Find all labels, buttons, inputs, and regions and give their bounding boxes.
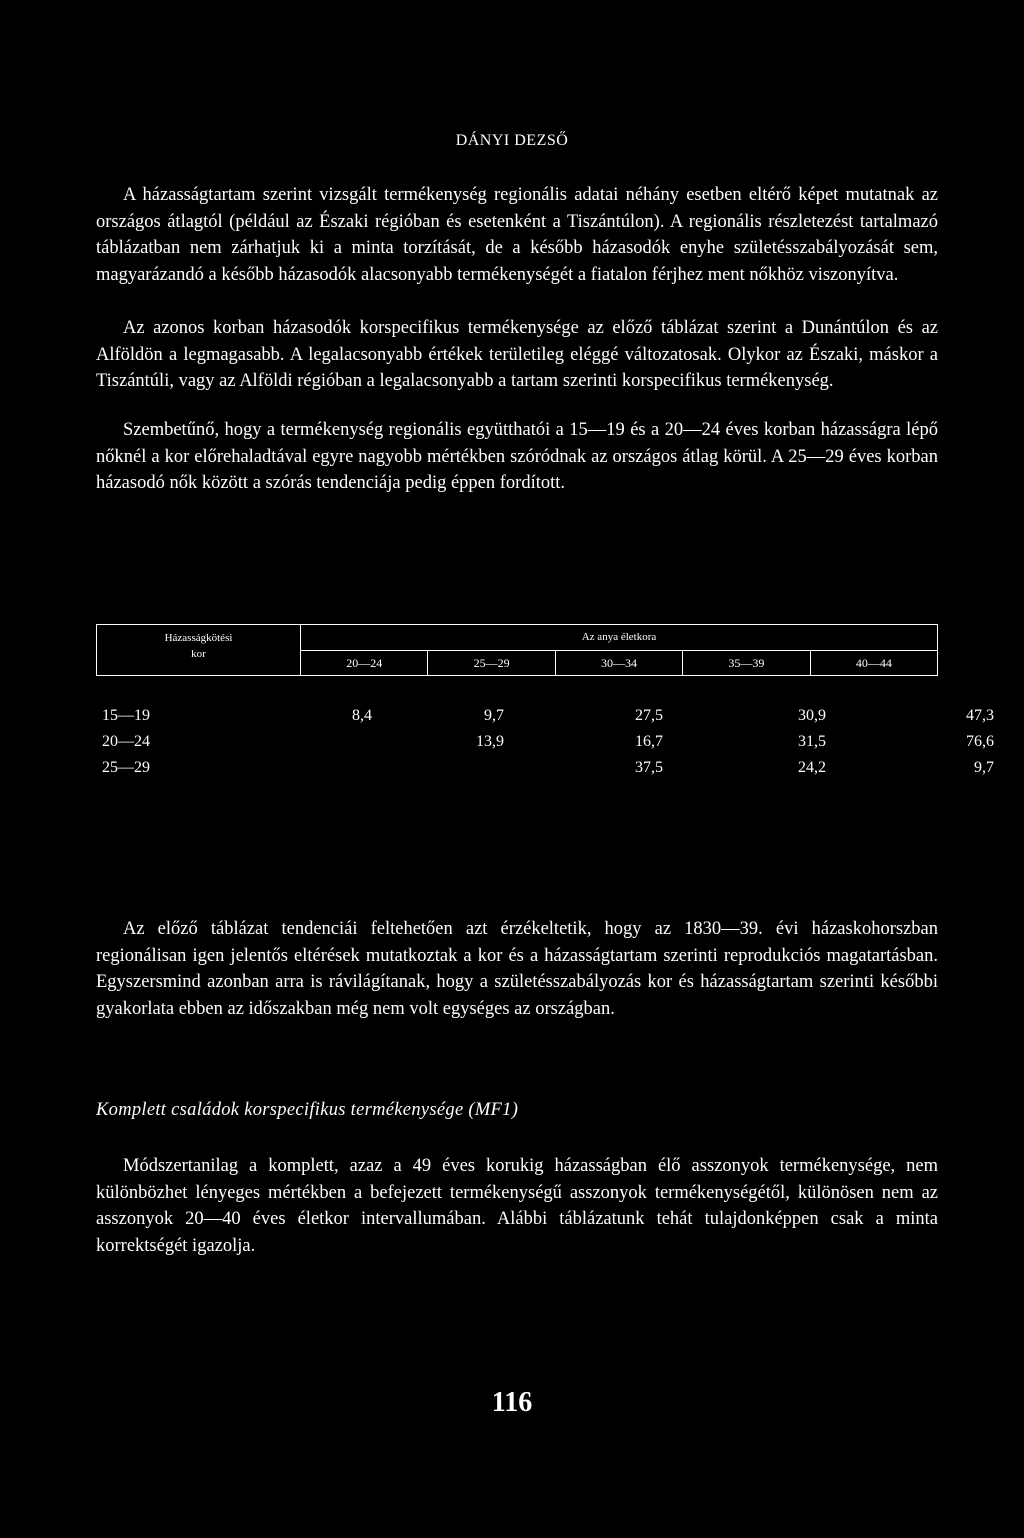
row-label: 25—29 (102, 759, 150, 776)
row-label: 20—24 (102, 733, 150, 750)
column-header: 20—24 (301, 651, 428, 675)
paragraph-regional-data: A házasságtartam szerint vizsgált termékenység regionális adatai néhány esetben eltérő képet mutatnak az országos átlagtól (például az Északi régióban és esetenként a Tiszántúlon). A regionális részletezést tartalmazó táblázatban nem zárhatjuk ki a minta torzítását, de a később házasodók enyhe születésszabályozását sem, magyarázandó a később házasodók alacsonyabb termékenységét a fiatalon férjhez ment nőkhöz viszonyítva. (96, 185, 938, 285)
column-header: 35—39 (683, 651, 810, 675)
table-cell: 24,2 (798, 759, 826, 776)
table-cell: 37,5 (635, 759, 663, 776)
column-headers (301, 651, 937, 675)
paragraph-age-specific: Az azonos korban házasodók korspecifikus termékenysége az előző táblázat szerint a Dunántúlon és az Alföldön a legmagasabb. A legalacsonyabb értékek területileg eléggé változatosak. Olykor az Északi, máskor a Tiszántúli, vagy az Alföldi régióban a legalacsonyabb a tartam szerinti korspecifikus termékenység. (96, 318, 938, 392)
running-header: DÁNYI DEZSŐ (455, 132, 569, 149)
paragraph-dispersion: Szembetűnő, hogy a termékenység regionális együtthatói a 15—19 és a 20—24 éves korban házasságra lépő nőknél a kor előrehaladtával egyre nagyobb mértékben szóródnak az országos átlag körül. A 25—29 éves korban házasodó nők között a szórás tendenciája pedig éppen fordított. (96, 420, 938, 494)
column-header: 40—44 (855, 656, 892, 670)
table-row (96, 705, 994, 731)
table-cell: 16,7 (635, 733, 663, 750)
table-cell: 13,9 (476, 733, 504, 750)
table-row (96, 731, 994, 757)
table-cell: 9,7 (974, 759, 994, 776)
column-header: 25—29 (428, 651, 555, 675)
row-header-line2: kor (191, 648, 206, 660)
group-header-cell: Az anya életkora (301, 625, 937, 651)
table-cell: 27,5 (635, 707, 663, 724)
page-number: 116 (491, 1387, 533, 1418)
table-cell: 31,5 (798, 733, 826, 750)
table-header (96, 624, 938, 676)
table-row (96, 757, 994, 783)
table-cell: 76,6 (966, 733, 994, 750)
table-cell: 9,7 (484, 707, 504, 724)
column-header: 30—34 (556, 651, 683, 675)
paragraph-methodology: Módszertanilag a komplett, azaz a 49 éves korukig házasságban élő asszonyok termékenysége, nem különbözhet lényeges mértékben a befejezett termékenységű asszonyok termékenységétől, különösen nem az asszonyok 20—40 éves életkor intervallumában. Alábbi táblázatunk tehát tulajdonképpen csak a minta korrektségét igazolja. (96, 1156, 938, 1256)
table-cell: 47,3 (966, 707, 994, 724)
table-cell: 30,9 (798, 707, 826, 724)
row-label: 15—19 (102, 707, 150, 724)
table-body (96, 705, 994, 783)
paragraph-table-trends: Az előző táblázat tendenciái feltehetően azt érzékeltetik, hogy az 1830—39. évi házaskohorszban regionálisan igen jelentős eltérések mutatkoztak a kor és a házasságtartam szerinti reprodukciós magatartásban. Egyszersmind azonban arra is rávilágítanak, hogy a születésszabályozás kor és házasságtartam szerinti későbbi gyakorlata ebben az időszakban még nem volt egységes az országban. (96, 919, 938, 1019)
table-cell: 8,4 (352, 707, 372, 724)
row-header-line1: Házasságkötési (164, 632, 233, 644)
section-title: Komplett családok korspecifikus termékenysége (MF1) (96, 1100, 519, 1120)
row-header-cell (97, 625, 301, 675)
